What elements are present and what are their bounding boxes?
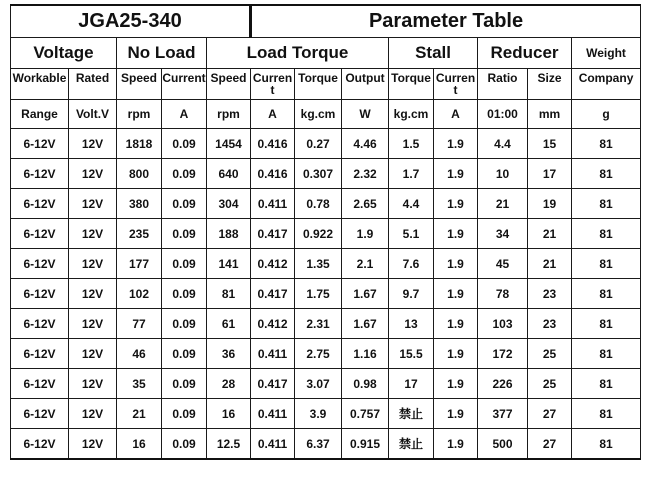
table-cell: 21 (478, 189, 528, 219)
table-cell: 81 (572, 399, 641, 429)
table-cell: 0.757 (342, 399, 389, 429)
table-cell: 46 (117, 339, 162, 369)
table-cell: 6-12V (11, 219, 69, 249)
table-cell: 380 (117, 189, 162, 219)
table-cell: 0.417 (251, 369, 295, 399)
table-row (11, 429, 641, 460)
table-row (11, 189, 641, 219)
table-cell: 78 (478, 279, 528, 309)
group-weight: Weight (572, 38, 641, 69)
table-row (11, 249, 641, 279)
subheader-cell: Current (434, 69, 478, 100)
unit-row (11, 100, 641, 129)
table-row (11, 159, 641, 189)
table-cell: 6-12V (11, 399, 69, 429)
table-cell: 7.6 (389, 249, 434, 279)
table-cell: 81 (572, 219, 641, 249)
table-row (11, 279, 641, 309)
table-cell: 1.9 (434, 369, 478, 399)
table-cell: 12V (69, 339, 117, 369)
parameter-table (10, 4, 641, 460)
table-cell: 2.65 (342, 189, 389, 219)
table-cell: 21 (528, 249, 572, 279)
table-cell: 4.4 (389, 189, 434, 219)
table-cell: 12V (69, 219, 117, 249)
table-cell: 500 (478, 429, 528, 460)
subheader-cell: Torque (295, 69, 342, 100)
table-cell: 188 (207, 219, 251, 249)
unit-cell: Range (11, 100, 69, 129)
table-row (11, 309, 641, 339)
unit-cell: kg.cm (295, 100, 342, 129)
subheader-cell: Company (572, 69, 641, 100)
table-cell: 禁止 (389, 429, 434, 460)
subheader-cell: Ratio (478, 69, 528, 100)
table-cell: 0.416 (251, 129, 295, 159)
table-cell: 81 (572, 309, 641, 339)
table-cell: 12.5 (207, 429, 251, 460)
table-cell: 6-12V (11, 369, 69, 399)
table-cell: 81 (572, 189, 641, 219)
table-cell: 12V (69, 249, 117, 279)
subheader-cell: Torque (389, 69, 434, 100)
table-cell: 34 (478, 219, 528, 249)
table-cell: 12V (69, 159, 117, 189)
table-cell: 1.9 (434, 429, 478, 460)
table-cell: 21 (117, 399, 162, 429)
table-cell: 800 (117, 159, 162, 189)
unit-cell: g (572, 100, 641, 129)
table-cell: 0.09 (162, 159, 207, 189)
subheader-cell: Speed (117, 69, 162, 100)
table-cell: 1.67 (342, 279, 389, 309)
table-cell: 0.411 (251, 189, 295, 219)
group-voltage: Voltage (11, 38, 117, 69)
table-cell: 177 (117, 249, 162, 279)
table-cell: 19 (528, 189, 572, 219)
table-cell: 6-12V (11, 279, 69, 309)
subheader-row (11, 69, 641, 100)
table-cell: 1818 (117, 129, 162, 159)
table-cell: 28 (207, 369, 251, 399)
table-cell: 6-12V (11, 429, 69, 460)
subheader-cell: Size (528, 69, 572, 100)
table-cell: 1.9 (434, 219, 478, 249)
subheader-cell: Rated (69, 69, 117, 100)
table-cell: 0.09 (162, 339, 207, 369)
table-cell: 102 (117, 279, 162, 309)
table-cell: 1.5 (389, 129, 434, 159)
unit-cell: rpm (117, 100, 162, 129)
table-cell: 81 (572, 249, 641, 279)
table-cell: 77 (117, 309, 162, 339)
table-cell: 6-12V (11, 159, 69, 189)
table-cell: 1.7 (389, 159, 434, 189)
unit-cell: A (434, 100, 478, 129)
table-cell: 81 (572, 279, 641, 309)
table-cell: 23 (528, 309, 572, 339)
table-cell: 0.412 (251, 309, 295, 339)
table-cell: 0.915 (342, 429, 389, 460)
unit-cell: kg.cm (389, 100, 434, 129)
subheader-cell: Current (162, 69, 207, 100)
table-cell: 17 (389, 369, 434, 399)
table-cell: 0.411 (251, 399, 295, 429)
table-cell: 2.1 (342, 249, 389, 279)
table-title: Parameter Table (251, 5, 641, 38)
table-cell: 0.411 (251, 429, 295, 460)
table-cell: 13 (389, 309, 434, 339)
unit-cell: A (251, 100, 295, 129)
table-cell: 2.32 (342, 159, 389, 189)
table-cell: 0.98 (342, 369, 389, 399)
table-cell: 6-12V (11, 249, 69, 279)
unit-cell: rpm (207, 100, 251, 129)
subheader-cell: Current (251, 69, 295, 100)
group-reducer: Reducer (478, 38, 572, 69)
table-cell: 1.67 (342, 309, 389, 339)
table-cell: 9.7 (389, 279, 434, 309)
parameter-table-container (10, 4, 640, 460)
model-title: JGA25-340 (11, 5, 251, 38)
table-cell: 21 (528, 219, 572, 249)
table-cell: 377 (478, 399, 528, 429)
table-cell: 36 (207, 339, 251, 369)
subheader-cell: Speed (207, 69, 251, 100)
table-cell: 1.9 (434, 159, 478, 189)
table-cell: 0.922 (295, 219, 342, 249)
table-cell: 1.9 (434, 129, 478, 159)
unit-cell: W (342, 100, 389, 129)
table-cell: 4.4 (478, 129, 528, 159)
table-cell: 16 (117, 429, 162, 460)
table-cell: 172 (478, 339, 528, 369)
table-cell: 16 (207, 399, 251, 429)
unit-cell: 01:00 (478, 100, 528, 129)
table-cell: 1.35 (295, 249, 342, 279)
table-cell: 0.09 (162, 399, 207, 429)
table-cell: 2.75 (295, 339, 342, 369)
table-cell: 6.37 (295, 429, 342, 460)
table-cell: 0.09 (162, 309, 207, 339)
table-cell: 1.9 (434, 279, 478, 309)
table-cell: 10 (478, 159, 528, 189)
table-cell: 1.9 (434, 189, 478, 219)
table-cell: 12V (69, 129, 117, 159)
table-cell: 0.09 (162, 249, 207, 279)
table-cell: 35 (117, 369, 162, 399)
table-cell: 禁止 (389, 399, 434, 429)
table-cell: 0.411 (251, 339, 295, 369)
table-cell: 15.5 (389, 339, 434, 369)
table-cell: 15 (528, 129, 572, 159)
unit-cell: Volt.V (69, 100, 117, 129)
group-no-load: No Load (117, 38, 207, 69)
table-cell: 1.9 (434, 249, 478, 279)
table-cell: 0.78 (295, 189, 342, 219)
table-cell: 1.9 (434, 339, 478, 369)
table-row (11, 339, 641, 369)
table-row (11, 129, 641, 159)
table-cell: 25 (528, 339, 572, 369)
table-cell: 2.31 (295, 309, 342, 339)
group-stall: Stall (389, 38, 478, 69)
table-cell: 27 (528, 429, 572, 460)
table-cell: 0.09 (162, 129, 207, 159)
table-cell: 1454 (207, 129, 251, 159)
table-cell: 23 (528, 279, 572, 309)
table-cell: 0.09 (162, 429, 207, 460)
table-cell: 81 (572, 429, 641, 460)
table-cell: 6-12V (11, 189, 69, 219)
unit-cell: A (162, 100, 207, 129)
table-cell: 640 (207, 159, 251, 189)
table-cell: 0.09 (162, 219, 207, 249)
table-cell: 3.9 (295, 399, 342, 429)
subheader-cell: Workable (11, 69, 69, 100)
table-cell: 0.09 (162, 279, 207, 309)
subheader-cell: Output (342, 69, 389, 100)
table-cell: 12V (69, 309, 117, 339)
table-cell: 1.75 (295, 279, 342, 309)
table-cell: 304 (207, 189, 251, 219)
table-row (11, 399, 641, 429)
table-cell: 0.417 (251, 219, 295, 249)
table-cell: 81 (207, 279, 251, 309)
table-cell: 61 (207, 309, 251, 339)
group-load-torque: Load Torque (207, 38, 389, 69)
table-cell: 45 (478, 249, 528, 279)
table-cell: 12V (69, 369, 117, 399)
title-row (11, 5, 641, 38)
table-cell: 81 (572, 159, 641, 189)
table-cell: 1.9 (434, 309, 478, 339)
table-cell: 12V (69, 399, 117, 429)
table-cell: 1.16 (342, 339, 389, 369)
table-cell: 226 (478, 369, 528, 399)
table-cell: 6-12V (11, 339, 69, 369)
table-cell: 17 (528, 159, 572, 189)
table-cell: 0.09 (162, 369, 207, 399)
table-cell: 4.46 (342, 129, 389, 159)
table-cell: 235 (117, 219, 162, 249)
table-cell: 81 (572, 339, 641, 369)
table-cell: 81 (572, 369, 641, 399)
table-cell: 3.07 (295, 369, 342, 399)
table-cell: 5.1 (389, 219, 434, 249)
table-cell: 103 (478, 309, 528, 339)
table-cell: 12V (69, 429, 117, 460)
group-header-row (11, 38, 641, 69)
table-row (11, 219, 641, 249)
unit-cell: mm (528, 100, 572, 129)
table-cell: 0.27 (295, 129, 342, 159)
table-cell: 1.9 (342, 219, 389, 249)
table-cell: 12V (69, 189, 117, 219)
table-cell: 6-12V (11, 309, 69, 339)
table-cell: 0.416 (251, 159, 295, 189)
table-cell: 12V (69, 279, 117, 309)
table-cell: 25 (528, 369, 572, 399)
table-cell: 0.412 (251, 249, 295, 279)
table-cell: 1.9 (434, 399, 478, 429)
table-cell: 6-12V (11, 129, 69, 159)
table-cell: 0.417 (251, 279, 295, 309)
table-cell: 0.09 (162, 189, 207, 219)
table-cell: 141 (207, 249, 251, 279)
table-cell: 27 (528, 399, 572, 429)
table-cell: 81 (572, 129, 641, 159)
table-cell: 0.307 (295, 159, 342, 189)
table-row (11, 369, 641, 399)
